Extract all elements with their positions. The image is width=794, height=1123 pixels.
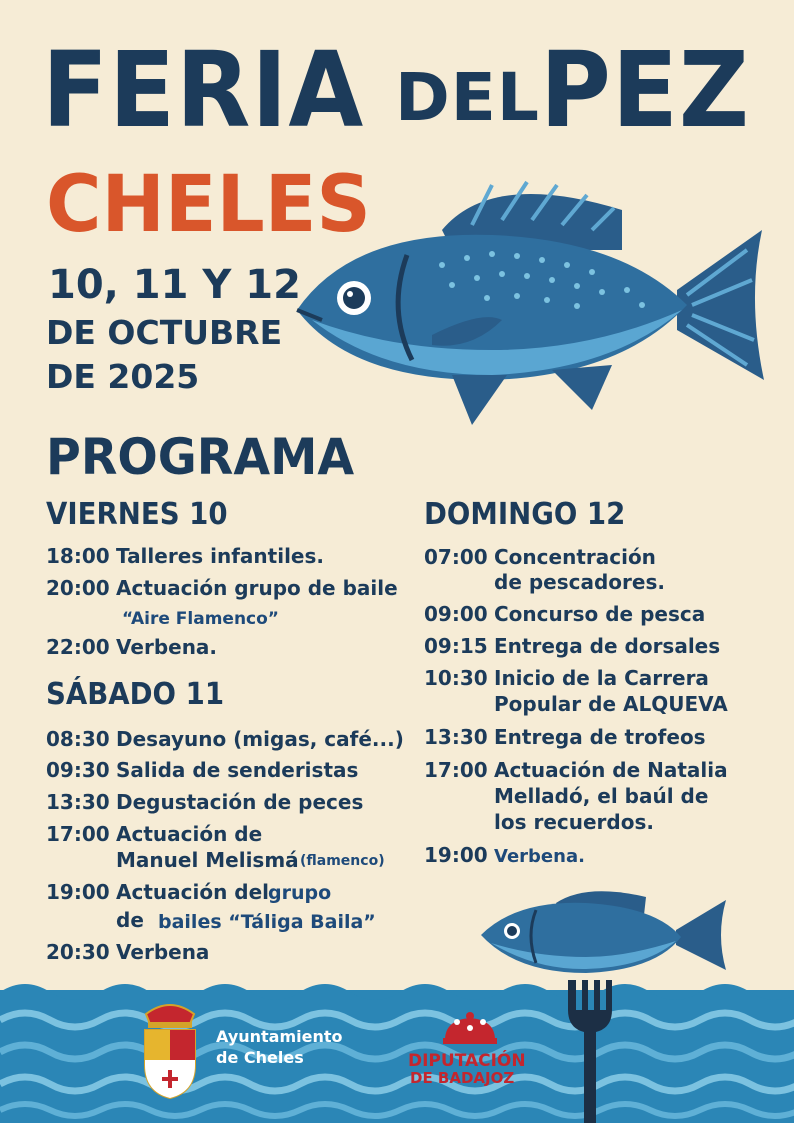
event-time: 07:00 <box>424 545 488 569</box>
schedule-item <box>46 576 398 600</box>
event-text-line2 <box>494 570 665 594</box>
schedule-item <box>46 822 262 846</box>
title-del: DEL <box>395 59 540 136</box>
event-text-word: grupo <box>268 882 332 904</box>
event-text: Concentración <box>494 545 656 569</box>
schedule-item <box>424 843 585 869</box>
event-text-line2 <box>494 692 728 716</box>
event-time: 19:00 <box>46 880 110 904</box>
event-year: DE 2025 <box>46 357 200 396</box>
event-text: Actuación de <box>116 822 263 846</box>
title-town: CHELES <box>46 160 371 250</box>
event-text-line2b: bailes “Táliga Baila” <box>158 911 376 933</box>
event-time: 20:00 <box>46 576 110 600</box>
event-time: 17:00 <box>46 822 110 846</box>
event-text: Popular de ALQUEVA <box>494 692 728 716</box>
event-text: Verbena. <box>494 846 585 867</box>
event-time: 09:15 <box>424 634 488 658</box>
ayuntamiento-label-2: de Cheles <box>216 1048 304 1067</box>
event-note: (flamenco) <box>300 853 385 869</box>
event-text: Verbena <box>116 940 210 964</box>
event-text: Salida de senderistas <box>116 758 359 782</box>
event-text: Entrega de trofeos <box>494 725 706 749</box>
programa-heading: PROGRAMA <box>46 428 355 486</box>
event-time: 17:00 <box>424 758 488 782</box>
event-text-line2a <box>116 908 144 932</box>
event-text: Concurso de pesca <box>494 602 706 626</box>
performer-name: Manuel Melismá <box>116 848 299 872</box>
event-text-fragment: de <box>116 908 144 932</box>
event-time: 09:00 <box>424 602 488 626</box>
diputacion-crown-logo <box>405 1010 535 1050</box>
ayuntamiento-label-1: Ayuntamiento <box>216 1027 343 1046</box>
title-pez: PEZ <box>540 29 750 151</box>
event-text: Desayuno (migas, café...) <box>116 727 404 751</box>
viernes-heading: VIERNES 10 <box>46 497 228 532</box>
event-text: de pescadores. <box>494 570 665 594</box>
event-time: 08:30 <box>46 727 110 751</box>
schedule-item <box>46 635 217 659</box>
diputacion-label-1: DIPUTACIÓN <box>408 1051 526 1071</box>
event-text: Actuación del <box>116 880 270 904</box>
fork-illustration <box>560 970 620 1123</box>
schedule-item <box>424 545 656 569</box>
cheles-coat-of-arms <box>140 1000 200 1100</box>
event-time: 10:30 <box>424 666 488 690</box>
domingo-heading: DOMINGO 12 <box>424 497 626 532</box>
title-feria: FERIA <box>42 29 365 151</box>
schedule-item <box>424 666 709 690</box>
schedule-item <box>46 544 324 568</box>
event-text: Inicio de la Carrera <box>494 666 709 690</box>
event-time: 19:00 <box>424 843 488 867</box>
event-text-line2 <box>116 848 299 872</box>
event-text: Actuación grupo de baile <box>116 576 398 600</box>
schedule-item <box>46 790 363 814</box>
event-text: Degustación de peces <box>116 790 364 814</box>
event-time: 18:00 <box>46 544 110 568</box>
schedule-item <box>424 602 705 626</box>
event-text: Actuación de Natalia <box>494 758 728 782</box>
event-time: 09:30 <box>46 758 110 782</box>
schedule-item <box>424 725 706 749</box>
diputacion-label-2: DE BADAJOZ <box>410 1069 515 1087</box>
event-text: los recuerdos. <box>494 810 654 834</box>
sabado-heading: SÁBADO 11 <box>46 677 225 712</box>
event-dates: 10, 11 Y 12 <box>48 262 301 308</box>
schedule-item <box>46 758 358 782</box>
event-subtitle: “Aire Flamenco” <box>122 609 279 629</box>
event-text: Entrega de dorsales <box>494 634 721 658</box>
event-text: Melladó, el baúl de <box>494 784 709 808</box>
schedule-item <box>424 758 728 782</box>
event-time: 22:00 <box>46 635 110 659</box>
event-text-line2 <box>494 784 708 808</box>
event-time: 13:30 <box>46 790 110 814</box>
event-time: 13:30 <box>424 725 488 749</box>
event-text-line3 <box>494 810 654 834</box>
schedule-item <box>46 727 404 751</box>
waves-illustration <box>0 970 794 1123</box>
schedule-item <box>46 940 209 964</box>
schedule-item <box>46 880 269 904</box>
event-text: Talleres infantiles. <box>116 544 324 568</box>
event-month: DE OCTUBRE <box>46 313 283 352</box>
schedule-item <box>424 634 720 658</box>
event-text: Verbena. <box>116 635 218 659</box>
event-time: 20:30 <box>46 940 110 964</box>
